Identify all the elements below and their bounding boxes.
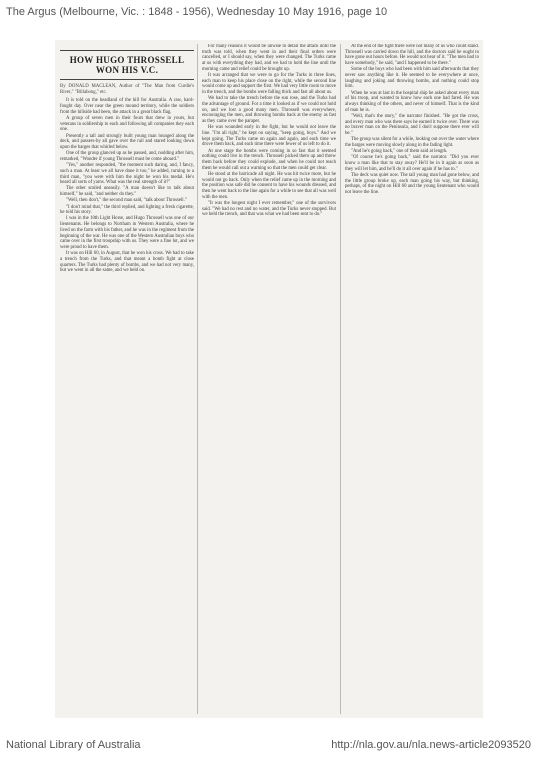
paragraph: At one stage the bombs were coming in so fast that it seemed nothing could live in the trench. Throssell picked them up and threw them back before they could explode, and when he could not reach them he would call out a warning so that the men could get clear. (202, 148, 336, 171)
footer-library-name: National Library of Australia (6, 739, 141, 751)
paragraph: "It was the longest night I ever remember," one of the survivors said. "We had no rest and no water, and the Turks never stopped. But we held the trench, and that was what we had been sent to do." (202, 200, 336, 218)
paragraph: Presently a tall and strongly built young man lounged along the deck, and passers-by all gave over the rail and stared looking down upon the barges that whirled below. (60, 133, 194, 151)
paragraph: "And he's going back," one of them said at length. (351, 149, 448, 155)
paragraph: At the end of the fight there were not many of us who could stand. Throssell was carried down the hill, and the doctors said he ought to have gone out hours before. He would not hear of it. "The men had to have somebody," he said, "and I happened to be there." (345, 44, 479, 67)
paragraph: When he was at last in the hospital ship he asked about every man of his troop, and wanted to know how each one had fared. He was always thinking of the others, and never of himself. That is the kind of man he is. (345, 90, 479, 113)
paragraph: It was on Hill 60, in August, that he won his cross. We had to take a trench from the Turks, and that meant a bomb fight at close quarters. The Turks had plenty of bombs, and we had not very many, but we went in all the same, and we held on. (60, 251, 194, 274)
article-column-2 (202, 44, 336, 714)
newspaper-clipping (55, 40, 483, 718)
article-headline: HOW HUGO THROSSELL WON HIS V.C. (69, 55, 185, 75)
paragraph: I was in the 10th Light Horse, and Hugo Throssell was one of our lieutenants. He belongs to Northam in Western Australia, where he lived on the farm with his father, and he was in the regiment from the beginning of the war. He was one of the Western Australian boys who came over in the first troopship with us. They were a fine lot, and we were proud to have them. (60, 216, 194, 250)
article-byline: By DONALD MACLEAN, Author of "The Man from Curdie's River," "Billabong," etc. (60, 84, 194, 95)
headline-box (60, 50, 194, 80)
paragraph: Some of the boys who had been with him said afterwards that they never saw anything like it. He seemed to be everywhere at once, laughing and joking and throwing bombs, and nothing could stop him. (345, 67, 479, 90)
paragraph: "Well, then don't," the second man said, "talk about Throssell." (66, 198, 187, 204)
paragraph: One of the group glanced up as he passed, and, nodding after him, remarked, "Wonder if young Throssell must be come aboard." (60, 151, 194, 162)
paragraph: We had to take the trench before the sun rose, and the Turks had the advantage of ground. For a time it looked as if we could not hold on, and we lost a good many men. Throssell was everywhere, encouraging the men, and throwing bombs back at the enemy as fast as they came over the parapet. (202, 96, 336, 125)
paragraph: "I don't mind that," the third replied, and lighting a fresh cigarette, he told his story. (60, 204, 194, 216)
column-divider (340, 44, 341, 714)
paragraph: "Of course he's going back," said the narrator. "Did you ever know a man like that to stay away? He'll be in it again as soon as they will let him, and he'll do it all over again if he has to." (345, 155, 479, 172)
paragraph: It was arranged that we were to go for the Turks in three lines, each man to keep his place close on the right, while the second line would come up and support the first. We had very little room to move in the trench, and the bombs were falling thick and fast all about us. (202, 73, 336, 96)
paragraph: "Yes," another responded, "the moment such daring, and, I fancy, such a man. At least we all have done it too," he added, turning to a third man, "you were with him the night he won his medal. He's heard all sorts of yarns. What was the real strength of it?" (60, 163, 194, 186)
article-column-3 (345, 44, 479, 714)
paragraph: The other smiled uneasily. "A man doesn't like to talk about himself," he said, "and neither do they." (60, 186, 194, 198)
paragraph: "Well, that's the story," the narrator finished. "He got the cross, and every man who was there says he earned it twice over. There was no braver man on the Peninsula, and I don't suppose there ever will be." (345, 113, 479, 137)
paragraph: It is told on the headland of the hill for Australia. A raw, hard-fought day. Over near the green mound territory, while the soldiers from the hillside had been, the attack in a great black flag. (60, 98, 194, 115)
paragraph: A group of seven men in their fours that drew in yours, but veterans in soldiership to each and following all companies they each one. (60, 116, 194, 133)
newspaper-citation-header: The Argus (Melbourne, Vic. : 1848 - 1956), Wednesday 10 May 1916, page 10 (6, 6, 388, 18)
column-divider (197, 44, 198, 714)
paragraph: For many reasons it would be unwise to detail the attack until the truth was told, when they went in and their final orders were cancelled, or I should say, when they were changed. The Turks came at us with everything they had, and we had to hold the line until the morning came and relief could be brought up. (202, 44, 336, 72)
footer-article-url[interactable]: http://nla.gov.au/nla.news-article2093520 (331, 739, 531, 751)
paragraph: The group was silent for a while, looking out over the water where the barges were moving slowly along in the fading light. (345, 137, 479, 148)
article-column-1 (60, 44, 194, 714)
paragraph: The deck was quiet now. The tall young man had gone below, and the little group broke up, each man going his way, but thinking, perhaps, of the night on Hill 60 and the young lieutenant who would not leave the line. (345, 172, 479, 196)
paragraph: He stood at the barricade all night. He was hit twice more, but he would not go back. Only when the relief came up in the morning and the position was safe did he consent to have his wounds dressed, and then he went back to the line again for a while to see that all was well with the men. (202, 171, 336, 200)
paragraph: He was wounded early in the fight, but he would not leave the line. "I'm all right," he kept on saying, "keep going, boys." And we kept going. The Turks came on again and again, and each time we drove them back, and each time there were fewer of us left to do it. (202, 125, 336, 148)
